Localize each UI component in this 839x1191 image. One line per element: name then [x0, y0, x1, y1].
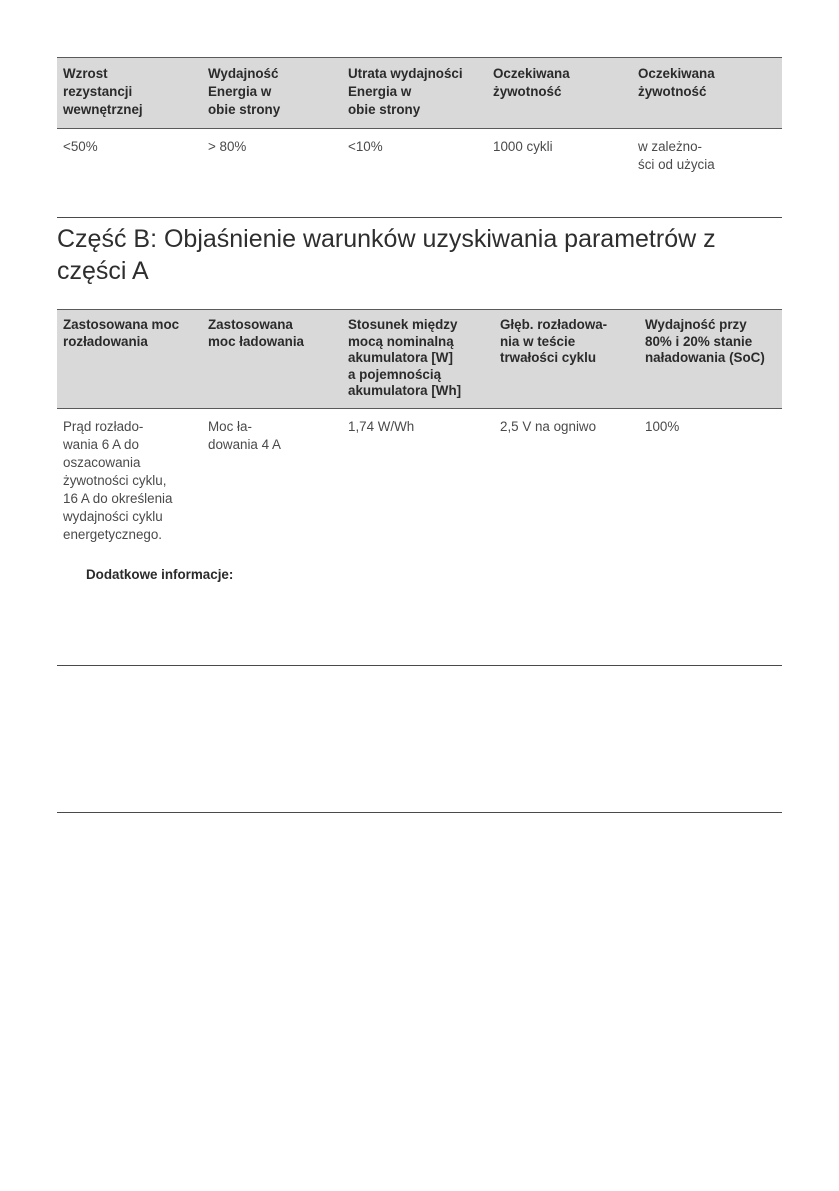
table-row — [57, 409, 782, 553]
col-header-charge-power: Zastosowana moc ładowania — [202, 310, 342, 409]
section-divider — [57, 217, 782, 218]
section-b-title: Część B: Objaśnienie warunków uzyskiwania parametrów z części A — [57, 225, 716, 285]
col-header-discharge-power: Zastosowana moc rozładowania — [57, 310, 202, 409]
table-part-b — [57, 309, 782, 552]
additional-info-top-rule — [57, 665, 782, 666]
cell-charge-power: Moc ła- dowania 4 A — [208, 419, 281, 452]
table-part-a — [57, 57, 782, 182]
col-header-efficiency-soc: Wydajność przy 80% i 20% stanie naładowania (SoC) — [639, 310, 782, 409]
cell-internal-resistance-increase: <50% — [63, 139, 98, 154]
cell-power-capacity-ratio: 1,74 W/Wh — [348, 419, 415, 434]
col-header-expected-lifetime-usage: Oczekiwana żywotność — [632, 58, 782, 129]
cell-efficiency-soc: 100% — [645, 419, 680, 434]
table-row — [57, 129, 782, 183]
table-header-row — [57, 58, 782, 129]
col-header-expected-lifetime-cycles: Oczekiwana żywotność — [487, 58, 632, 129]
cell-round-trip-efficiency-loss: <10% — [348, 139, 383, 154]
cell-depth-of-discharge: 2,5 V na ogniwo — [500, 419, 597, 434]
col-header-round-trip-efficiency-loss: Utrata wydajności Energia w obie strony — [342, 58, 487, 129]
cell-discharge-power: Prąd rozłado- wania 6 A do oszacowania żywotności cyklu, 16 A do określenia wydajności cyklu energetycznego. — [63, 419, 173, 542]
col-header-round-trip-efficiency: Wydajność Energia w obie strony — [202, 58, 342, 129]
table-header-row — [57, 310, 782, 409]
additional-info-bottom-rule — [57, 812, 782, 813]
col-header-power-capacity-ratio: Stosunek między mocą nominalną akumulatora [W] a pojemnością akumulatora [Wh] — [342, 310, 494, 409]
cell-round-trip-efficiency: > 80% — [208, 139, 247, 154]
col-header-depth-of-discharge: Głęb. rozładowa- nia w teście trwałości cyklu — [494, 310, 639, 409]
cell-expected-lifetime-cycles: 1000 cykli — [493, 139, 553, 154]
cell-expected-lifetime-usage: w zależno- ści od użycia — [638, 139, 715, 172]
col-header-internal-resistance-increase: Wzrost rezystancji wewnętrznej — [57, 58, 202, 129]
additional-info-label: Dodatkowe informacje: — [86, 567, 234, 582]
